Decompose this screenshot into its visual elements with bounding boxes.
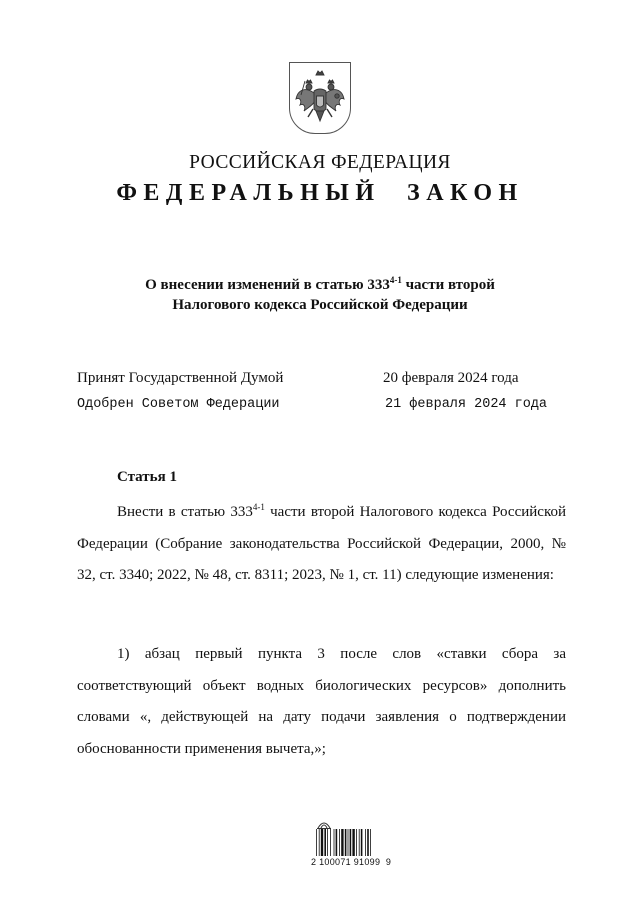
publisher-logo-icon	[316, 816, 332, 830]
article-paragraph-item-1: 1) абзац первый пункта 3 после слов «ставки сбора за соответствующий объект водных биологических ресурсов» дополнить словами «, действующей на дату подачи заявления о подтверждении обоснованности применения вычета,»;	[77, 646, 566, 757]
law-title-text-1: О внесении изменений в статью 333	[145, 277, 390, 293]
law-title-text-2: части второй	[401, 277, 495, 293]
law-title-superscript: 4-1	[389, 275, 402, 285]
adoption-council-date: 21 февраля 2024 года	[385, 397, 548, 412]
paragraph-intro-text-2: части второй Налогового кодекса Российской Федерации (Собрание законодательства Российской Федерации, 2000, № 32, ст. 3340; 2022, № 48, ст. 8311; 2023, № 1, ст. 11) следующие изменения:	[77, 504, 567, 583]
state-emblem	[289, 62, 351, 134]
adoption-council-label: Одобрен Советом Федерации	[77, 397, 280, 412]
law-type-heading: ФЕДЕРАЛЬНЫЙ ЗАКОН	[116, 180, 524, 206]
adoption-duma-label: Принят Государственной Думой	[77, 370, 284, 386]
barcode	[316, 829, 382, 856]
law-title-line-2: Налогового кодекса Российской Федерации	[172, 297, 468, 313]
article-heading: Статья 1	[117, 469, 177, 485]
paragraph-intro-superscript: 4-1	[252, 502, 265, 512]
law-title	[0, 275, 640, 315]
article-paragraph-intro	[77, 497, 566, 592]
paragraph-intro-text-1: Внести в статью 333	[117, 504, 253, 520]
country-name: РОССИЙСКАЯ ФЕДЕРАЦИЯ	[189, 152, 451, 173]
adoption-duma-date: 20 февраля 2024 года	[383, 370, 519, 386]
double-headed-eagle-icon	[292, 65, 348, 131]
barcode-number: 2 100071 91099 9	[311, 857, 392, 867]
